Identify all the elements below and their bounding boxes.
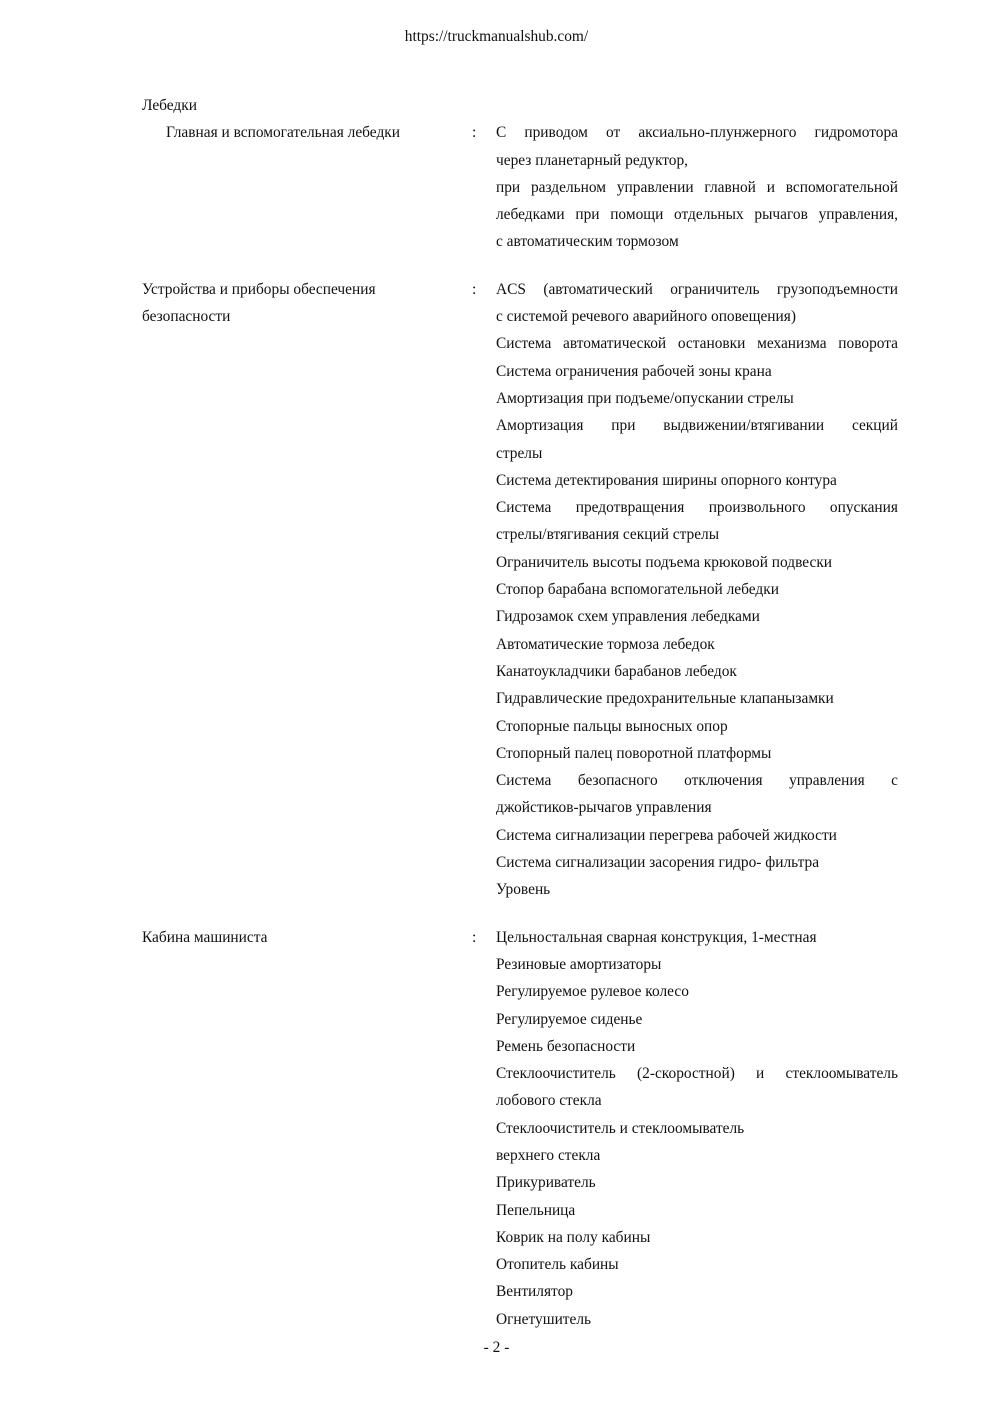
spec-line: Стеклоочиститель (2-скоростной) и стеклоомыватель <box>496 1065 898 1083</box>
spec-line: Стеклоочиститель и стеклоомыватель <box>496 1119 745 1137</box>
spec-line: Регулируемое сиденье <box>496 1010 643 1028</box>
spec-line: Вентилятор <box>496 1283 573 1301</box>
spec-line: Система сигнализации засорения гидро- фильтра <box>496 854 820 872</box>
spec-line: верхнего стекла <box>496 1146 601 1164</box>
spec-line: Цельностальная сварная конструкция, 1-местная <box>496 928 817 946</box>
spec-line: стрелы <box>496 444 543 462</box>
spec-line: с автоматическим тормозом <box>496 233 679 251</box>
spec-line: Прикуриватель <box>496 1174 596 1192</box>
spec-colon: : <box>472 124 477 142</box>
spec-row-winches <box>142 119 898 255</box>
spec-colon: : <box>472 928 477 946</box>
spec-line: Уровень <box>496 881 551 899</box>
spec-line: Резиновые амортизаторы <box>496 955 662 973</box>
spec-line: Система автоматической остановки механизма поворота <box>496 335 898 353</box>
spec-line: Огнетушитель <box>496 1310 592 1328</box>
spec-content <box>142 92 898 1353</box>
spec-line: Пепельница <box>496 1201 576 1219</box>
spec-line: Канатоукладчики барабанов лебедок <box>496 662 737 680</box>
page-number: - 2 - <box>483 1339 510 1356</box>
spec-line: Автоматические тормоза лебедок <box>496 635 715 653</box>
spec-label-winches: Главная и вспомогательная лебедки <box>166 124 400 142</box>
spec-line: лебедками при помощи отдельных рычагов управления, <box>496 206 898 224</box>
spec-line: Система безопасного отключения управления с <box>496 772 898 790</box>
spec-label-safety <box>142 276 472 904</box>
spec-values-winches <box>496 119 898 255</box>
spec-line: лобового стекла <box>496 1092 602 1110</box>
spec-line: Система сигнализации перегрева рабочей жидкости <box>496 826 837 844</box>
section-heading-winches: Лебедки <box>142 97 197 114</box>
spec-line: Система детектирования ширины опорного контура <box>496 471 837 489</box>
spec-line: ACS (автоматический ограничитель грузоподъемности <box>496 280 898 298</box>
spec-colon: : <box>472 280 477 298</box>
spec-label-cab: Кабина машиниста <box>142 928 268 946</box>
spec-line: Ограничитель высоты подъема крюковой подвески <box>496 553 833 571</box>
spec-line: стрелы/втягивания секций стрелы <box>496 526 720 544</box>
spec-line: через планетарный редуктор, <box>496 151 689 169</box>
spec-line: джойстиков-рычагов управления <box>496 799 712 817</box>
header-url: https://truckmanualshub.com/ <box>404 28 589 45</box>
spec-line: Гидравлические предохранительные клапанызамки <box>496 690 834 708</box>
spec-line: Амортизация при подъеме/опускании стрелы <box>496 389 794 407</box>
spec-line: Амортизация при выдвижении/втягивании секций <box>496 417 898 435</box>
spec-line: Коврик на полу кабины <box>496 1228 651 1246</box>
spec-line: Система предотвращения произвольного опускания <box>496 499 898 517</box>
spec-line: Стопорные пальцы выносных опор <box>496 717 728 735</box>
spec-label-line: Устройства и приборы обеспечения <box>142 280 376 298</box>
spec-line: Стопор барабана вспомогательной лебедки <box>496 581 779 599</box>
spec-values-safety <box>496 276 898 904</box>
spec-line: Отопитель кабины <box>496 1256 619 1274</box>
spec-row-cab <box>142 924 898 1333</box>
spec-line: с системой речевого аварийного оповещения) <box>496 308 796 326</box>
spec-line: Гидрозамок схем управления лебедками <box>496 608 760 626</box>
spec-row-safety <box>142 276 898 904</box>
spec-line: Стопорный палец поворотной платформы <box>496 744 772 762</box>
spec-line: С приводом от аксиально-плунжерного гидромотора <box>496 124 898 142</box>
spec-line: Система ограничения рабочей зоны крана <box>496 362 772 380</box>
spec-label-line: безопасности <box>142 308 231 326</box>
spec-line: Регулируемое рулевое колесо <box>496 983 689 1001</box>
spec-values-cab <box>496 924 898 1333</box>
spec-line: Ремень безопасности <box>496 1037 636 1055</box>
spec-line: при раздельном управлении главной и вспомогательной <box>496 178 898 196</box>
